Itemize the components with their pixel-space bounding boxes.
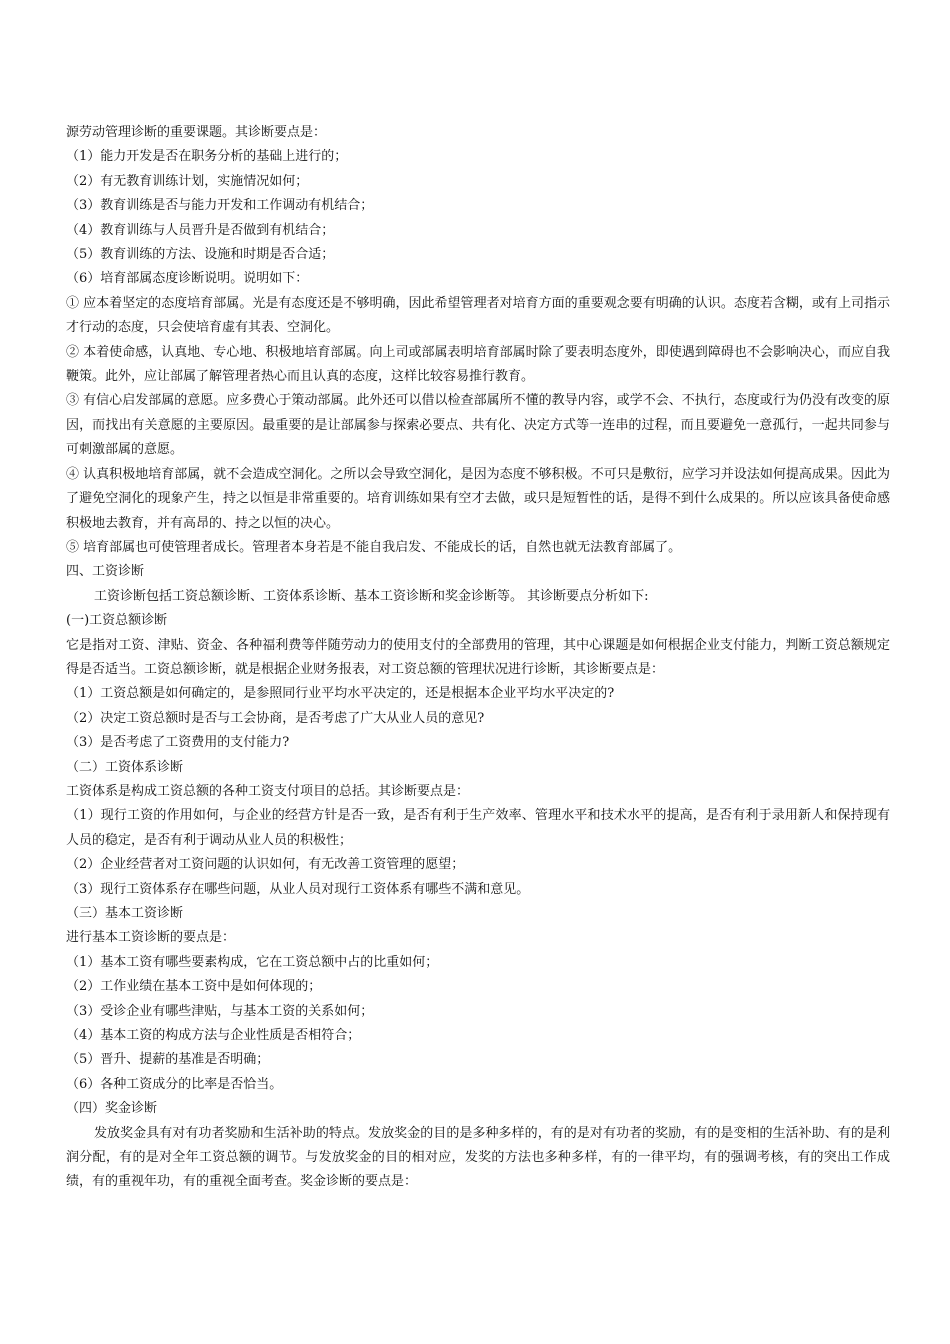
list-item: （3）教育训练是否与能力开发和工作调动有机结合；	[66, 198, 374, 214]
paragraph: 工资诊断包括工资总额诊断、工资体系诊断、基本工资诊断和奖金诊断等。 其诊断要点分析如下:	[94, 588, 649, 604]
list-item: （4）基本工资的构成方法与企业性质是否相符合；	[66, 1028, 361, 1044]
paragraph: 它是指对工资、津贴、资金、各种福利费等伴随劳动力的使用支付的全部费用的管理，其中心课题是如何根据企业支付能力，判断工资总额规定得是否适当。工资总额诊断，就是根据企业财务报表，对工资总额的管理状况进行诊断，其诊断要点是：	[66, 637, 890, 677]
list-item: （1）现行工资的作用如何，与企业的经营方针是否一致，是否有利于生产效率、管理水平和技术水平的提高，是否有利于录用新人和保持现有人员的稳定，是否有利于调动从业人员的积极性；	[66, 808, 890, 848]
section-heading: 四、工资诊断	[66, 564, 145, 580]
numbered-paragraph: ① 应本着坚定的态度培育部属。光是有态度还是不够明确，因此希望管理者对培育方面的重要观念要有明确的认识。态度若含糊，或有上司指示才行动的态度，只会使培育虚有其表、空洞化。	[66, 295, 890, 336]
paragraph: 工资体系是构成工资总额的各种工资支付项目的总括。其诊断要点是：	[66, 783, 470, 799]
list-item: （3）是否考虑了工资费用的支付能力?	[66, 735, 290, 751]
paragraph: 进行基本工资诊断的要点是：	[66, 930, 236, 946]
list-item: （5）晋升、提薪的基准是否明确；	[66, 1052, 270, 1068]
list-item: （2）有无教育训练计划，实施情况如何；	[66, 173, 309, 189]
list-item: （2）工作业绩在基本工资中是如何体现的；	[66, 979, 322, 995]
subsection-heading: （二）工资体系诊断	[66, 759, 184, 775]
list-item: （3）受诊企业有哪些津贴，与基本工资的关系如何；	[66, 1003, 374, 1019]
list-item: （3）现行工资体系存在哪些问题，从业人员对现行工资体系有哪些不满和意见。	[66, 881, 530, 897]
list-item: （1）能力开发是否在职务分析的基础上进行的；	[66, 149, 348, 165]
paragraph: 发放奖金具有对有功者奖励和生活补助的特点。发放奖金的目的是多种多样的，有的是对有功者的奖励，有的是变相的生活补助、有的是利润分配，有的是对全年工资总额的调节。与发放奖金的目的相对应，发奖的方法也多种多样，有的一律平均，有的强调考核，有的突出工作成绩，有的重视年功，有的重视全面考查。奖金诊断的要点是：	[66, 1125, 890, 1190]
paragraph-intro: 源劳动管理诊断的重要课题。其诊断要点是：	[66, 125, 327, 140]
subsection-heading: (一)工资总额诊断	[66, 613, 168, 629]
numbered-paragraph: ④ 认真积极地培育部属，就不会造成空洞化。之所以会导致空洞化，是因为态度不够积极。不可只是敷衍，应学习并设法如何提高成果。因此为了避免空洞化的现象产生，持之以恒是非常重要的。培育训练如果有空才去做，或只是短暂性的话，是得不到什么成果的。所以应该具备使命感积极地去教育，并有高昂的、持之以恒的决心。	[66, 466, 890, 531]
numbered-paragraph: ③ 有信心启发部属的意愿。应多费心于策动部属。此外还可以借以检查部属所不懂的教导内容，或学不会、不执行，态度或行为仍没有改变的原因，而找出有关意愿的主要原因。最重要的是让部属参与探索必要点、共有化、决定方式等一连串的过程，而且要避免一意孤行，一起共同参与可刺激部属的意愿。	[66, 393, 890, 458]
list-item: （6）培育部属态度诊断说明。说明如下：	[66, 271, 309, 287]
list-item: （1）工资总额是如何确定的，是参照同行业平均水平决定的，还是根据本企业平均水平决定的?	[66, 686, 615, 702]
numbered-paragraph: ② 本着使命感，认真地、专心地、积极地培育部属。向上司或部属表明培育部属时除了要表明态度外，即使遇到障碍也不会影响决心，而应自我鞭策。此外，应让部属了解管理者热心而且认真的态度，这样比较容易推行教育。	[66, 344, 890, 385]
list-item: （1）基本工资有哪些要素构成，它在工资总额中占的比重如何；	[66, 954, 439, 970]
list-item: （2）企业经营者对工资问题的认识如何，有无改善工资管理的愿望；	[66, 857, 465, 873]
list-item: （5）教育训练的方法、设施和时期是否合适；	[66, 247, 335, 263]
subsection-heading: （四）奖金诊断	[66, 1101, 158, 1117]
numbered-paragraph: ⑤ 培育部属也可使管理者成长。管理者本身若是不能自我启发、不能成长的话，自然也就无法教育部属了。	[66, 539, 682, 555]
list-item: （6）各种工资成分的比率是否恰当。	[66, 1076, 283, 1092]
document-page	[66, 121, 890, 1195]
list-item: （2）决定工资总额时是否与工会协商，是否考虑了广大从业人员的意见?	[66, 710, 485, 726]
subsection-heading: （三）基本工资诊断	[66, 906, 184, 921]
list-item: （4）教育训练与人员晋升是否做到有机结合；	[66, 222, 335, 238]
